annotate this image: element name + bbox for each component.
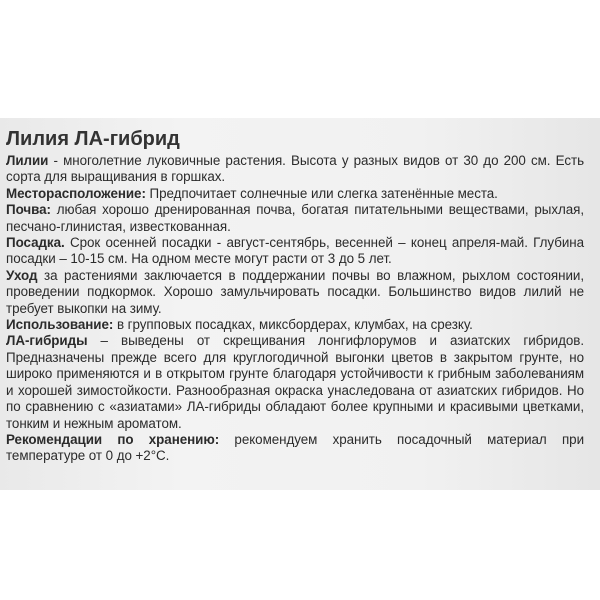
paragraph-text: рекомендуем хранить посадочный материал при температуре от 0 до +2°С. [6, 431, 584, 464]
paragraph-label: Использование: [6, 317, 114, 333]
paragraph-label: Почва: [6, 202, 51, 218]
paragraph-label: Лилии [6, 153, 49, 168]
paragraph-label: ЛА-гибриды [6, 333, 88, 349]
page-title: Лилия ЛА-гибрид [6, 128, 180, 150]
paragraph-storage [6, 432, 584, 465]
paragraph-lilies [6, 153, 584, 186]
paragraph-text: - многолетние луковичные растения. Высота у разных видов от 30 до 200 см. Есть сорта для выращивания в горшках. [6, 153, 584, 185]
paragraph-text: в групповых посадках, миксбордерах, клумбах, на срезку. [113, 317, 473, 333]
label-text-block [6, 126, 584, 465]
paragraph-text: Срок осенней посадки - август-сентябрь, весенней – конец апреля-май. Глубина посадки – 10-15 см. На одном месте могут расти от 3 до 5 лет. [6, 235, 584, 267]
paragraph-text: – выведены от скрещивания лонгифлорумов и азиатских гибридов. Предназначены прежде всего для круглогодичной выгонки цветов в закрытом грунте, но широко применяются и в открытом грунте благодаря устойчивости к грибным заболеваниям и хорошей зимостойкости. Разнообразная окраска унаследована от азиатских гибридов. Но по сравнению с «азиатами» ЛА-гибриды обладают более крупными и красивыми цветками, тонким и нежным ароматом. [6, 333, 584, 431]
paragraph-label: Рекомендации по хранению: [6, 431, 220, 447]
paragraph-text: любая хорошо дренированная почва, богатая питательными веществами, рыхлая, песчано-глинистая, известкованная. [6, 202, 584, 234]
paragraph-care [6, 268, 584, 317]
paragraph-text: за растениями заключается в поддержании почвы во влажном, рыхлом состоянии, проведении подкормок. Хорошо замульчировать посадки. Большинство видов лилий не требует выкопки на зиму. [6, 267, 584, 316]
paragraph-planting [6, 235, 584, 268]
paragraph-label: Уход [6, 267, 38, 283]
paragraph-text: Предпочитает солнечные или слегка затенённые места. [145, 185, 498, 201]
paragraph-usage [6, 317, 584, 333]
product-label-card [0, 118, 600, 490]
paragraph-la-hybrids [6, 333, 584, 431]
paragraph-location [6, 186, 584, 202]
paragraph-label: Посадка. [6, 235, 65, 251]
paragraph-soil [6, 202, 584, 235]
paragraph-label: Месторасположение: [6, 185, 146, 201]
